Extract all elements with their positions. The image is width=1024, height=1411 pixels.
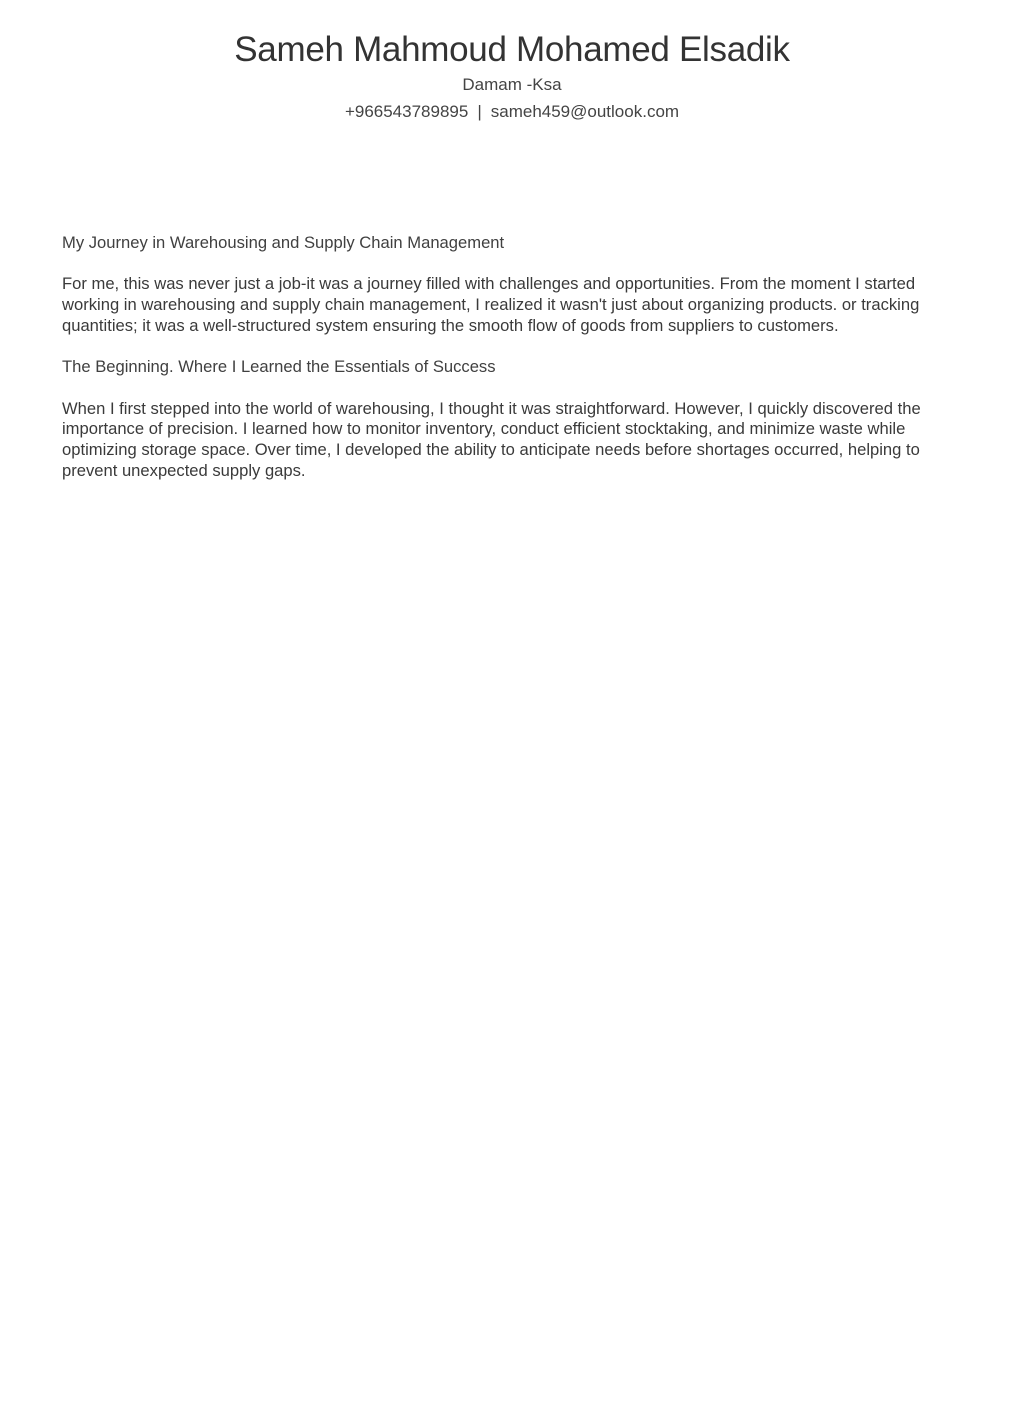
paragraph-beginning: When I first stepped into the world of warehousing, I thought it was straightforward. However, I quickly discovered the importance of precision. I learned how to monitor inventory, conduct efficient stocktaking, and minimize waste while optimizing storage space. Over time, I developed the ability to anticipate needs before shortages occurred, helping to prevent unexpected supply gaps.: [62, 398, 921, 480]
phone-number: +966543789895: [344, 102, 469, 121]
email-address: sameh459@outlook.com: [490, 102, 680, 121]
paragraph-intro: For me, this was never just a job-it was a journey filled with challenges and opportunities. From the moment I started working in warehousing and supply chain management, I realized it wasn't just about organizing products. or tracking quantities; it was a well-structured system ensuring the smooth flow of goods from suppliers to customers.: [62, 274, 920, 335]
document-header: [0, 28, 1024, 123]
author-location: Damam -Ksa: [462, 75, 562, 94]
contact-separator: |: [477, 102, 482, 121]
section-heading: The Beginning. Where I Learned the Essentials of Success: [62, 357, 496, 377]
author-name: Sameh Mahmoud Mohamed Elsadik: [234, 30, 790, 69]
document-title: My Journey in Warehousing and Supply Chain Management: [62, 233, 505, 252]
document-body: [62, 233, 974, 502]
contact-line: [0, 101, 1024, 123]
